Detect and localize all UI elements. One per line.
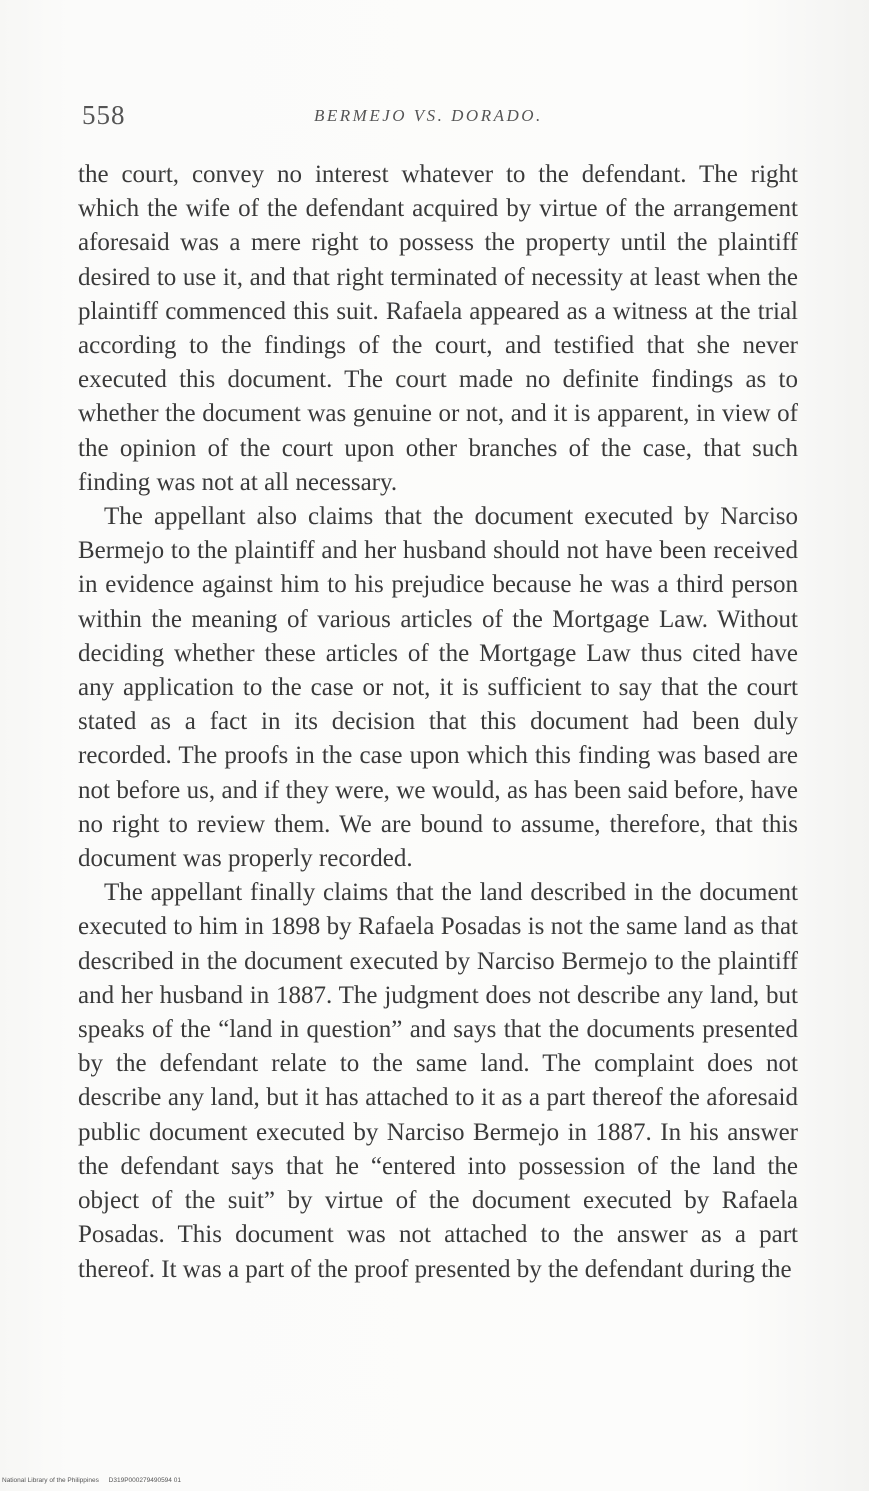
scan-footer [2, 1477, 181, 1484]
library-credit: National Library of the Philippines [2, 1477, 99, 1484]
paragraph-2: The appellant also claims that the document executed by Narciso Bermejo to the plaintiff and her husband should not have been received in evidence against him to his prejudice because he was a third person within the meaning of various articles of the Mortgage Law. Without deciding whether these articles of the Mortgage Law thus cited have any application to the case or not, it is sufficient to say that the court stated as a fact in its decision that this document had been duly recorded. The proofs in the case upon which this finding was based are not before us, and if they were, we would, as has been said before, have no right to review them. We are bound to assume, therefore, that this document was properly recorded. [78, 503, 798, 873]
body-text [78, 158, 798, 1287]
running-head: BERMEJO VS. DORADO. [314, 106, 543, 125]
page-header [82, 100, 802, 134]
scan-identifier: D319P000279490594 01 [108, 1477, 181, 1484]
page-number: 558 [82, 100, 126, 130]
paragraph-3: The appellant finally claims that the land described in the document executed to him in 1898 by Rafaela Posadas is not the same land as that described in the document executed by Narciso Bermejo to the plaintiff and her husband in 1887. The judgment does not describe any land, but speaks of the “land in question” and says that the documents presented by the defendant relate to the same land. The complaint does not describe any land, but it has attached to it as a part thereof the aforesaid public document executed by Narciso Bermejo in 1887. In his answer the defendant says that he “entered into possession of the land the object of the suit” by virtue of the document executed by Rafaela Posadas. This document was not attached to the answer as a part thereof. It was a part of the proof presented by the defendant during the [78, 879, 798, 1283]
paragraph-1: the court, convey no interest whatever to the defendant. The right which the wife of the defendant acquired by virtue of the arrangement aforesaid was a mere right to possess the property until the plaintiff desired to use it, and that right terminated of necessity at least when the plaintiff commenced this suit. Rafaela appeared as a witness at the trial according to the findings of the court, and testified that she never executed this document. The court made no definite findings as to whether the document was genuine or not, and it is apparent, in view of the opinion of the court upon other branches of the case, that such finding was not at all necessary. [78, 161, 798, 496]
